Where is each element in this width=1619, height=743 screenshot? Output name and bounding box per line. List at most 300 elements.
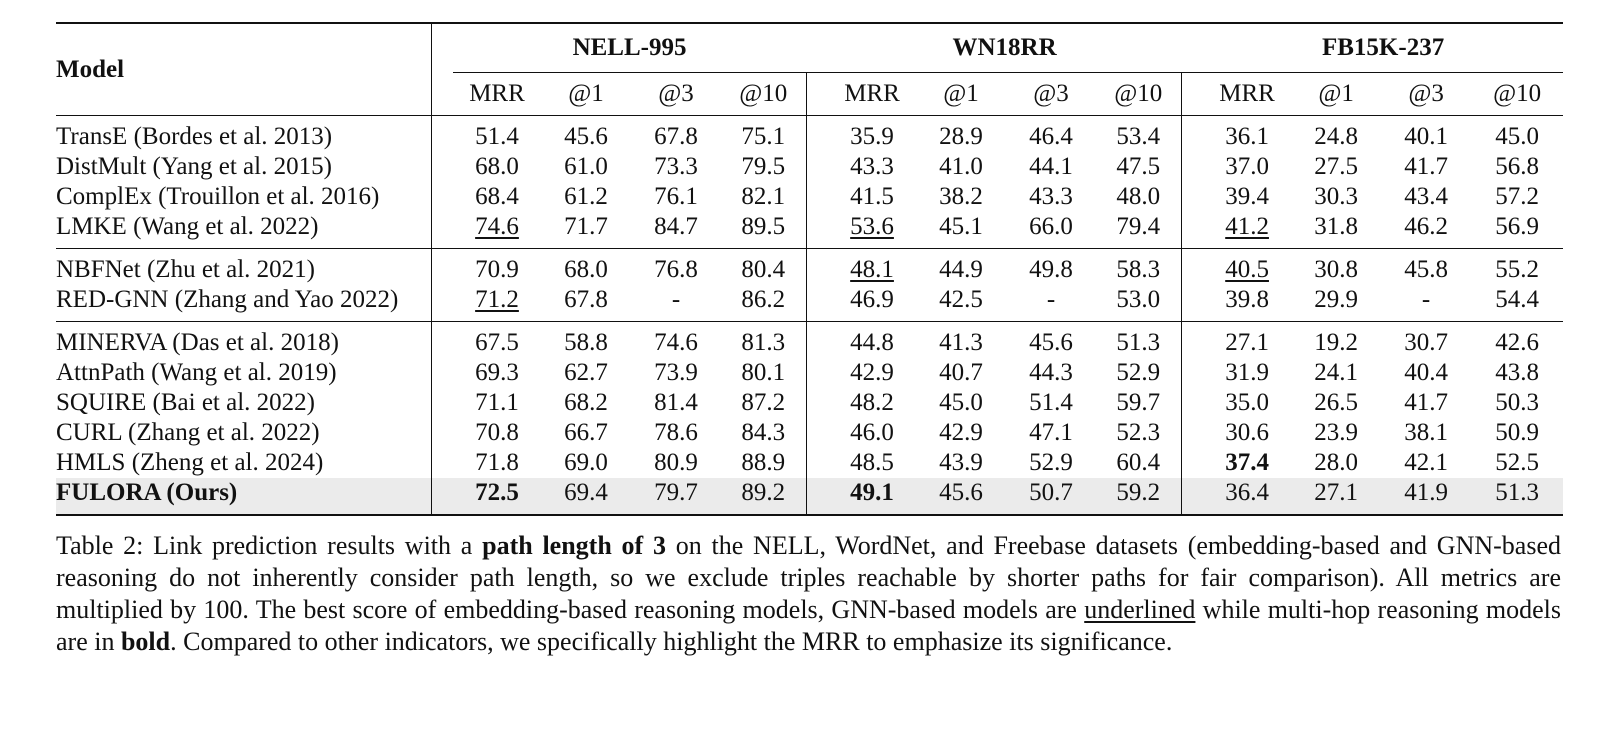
cell-value: 37.0	[1225, 153, 1269, 180]
table-cell	[1096, 478, 1181, 515]
dataset-header-wn18rr: WN18RR	[828, 23, 1181, 73]
table-cell	[1291, 478, 1381, 515]
table-cell	[828, 116, 916, 153]
table-cell	[541, 358, 631, 388]
cell-value: 68.0	[475, 153, 519, 180]
table-cell	[1006, 358, 1096, 388]
cell-value: 40.7	[939, 359, 983, 386]
cell-value: 51.3	[1116, 329, 1161, 356]
cell-value: -	[671, 286, 681, 313]
table-cell	[1203, 116, 1291, 153]
cell-value: 81.4	[654, 389, 698, 416]
cell-value: 39.8	[1225, 286, 1269, 313]
cell-value: 54.4	[1495, 286, 1539, 313]
cell-value: 80.1	[741, 359, 786, 386]
cell-value: 43.3	[850, 153, 894, 180]
cell-value: 78.6	[654, 419, 698, 446]
table-cell	[916, 478, 1006, 515]
cell-value: 44.3	[1029, 359, 1073, 386]
cell-value: 45.1	[939, 213, 983, 240]
cell-value: 79.5	[741, 153, 786, 180]
metric-header-fb15k-2: @3	[1381, 73, 1471, 116]
cell-value: 41.0	[939, 153, 983, 180]
cell-value: 46.9	[850, 286, 894, 313]
table-cell	[453, 358, 541, 388]
table-row	[56, 116, 1563, 153]
cell-value: 69.3	[475, 359, 519, 386]
table-cell	[1096, 388, 1181, 418]
table-cell	[1471, 212, 1563, 249]
cell-value: 84.3	[741, 419, 786, 446]
cell-value: 71.8	[475, 449, 519, 476]
table-cell	[1471, 478, 1563, 515]
table-cell	[1381, 116, 1471, 153]
caption-bold-word: bold	[120, 627, 171, 656]
cell-value: 88.9	[741, 449, 786, 476]
table-cell	[631, 182, 721, 212]
cell-value: 41.3	[939, 329, 983, 356]
cell-value: 75.1	[741, 123, 786, 150]
table-cell	[541, 249, 631, 286]
table-cell	[1381, 249, 1471, 286]
table-cell	[453, 478, 541, 515]
cell-value: 87.2	[741, 389, 786, 416]
table-cell	[1381, 152, 1471, 182]
table-cell	[453, 285, 541, 322]
cell-value: 42.9	[939, 419, 983, 446]
table-row	[56, 448, 1563, 478]
table-cell	[1006, 448, 1096, 478]
cell-value: 68.2	[564, 389, 608, 416]
table-cell	[828, 249, 916, 286]
cell-value: 45.0	[939, 389, 983, 416]
cell-value: 53.4	[1116, 123, 1161, 150]
table-cell	[541, 152, 631, 182]
cell-value: 48.5	[850, 449, 894, 476]
caption-text-3: while multi-hop reasoning models are in	[56, 595, 1561, 656]
cell-value: 30.6	[1225, 419, 1269, 446]
table-cell	[541, 448, 631, 478]
table-cell	[453, 152, 541, 182]
cell-value: 36.4	[1225, 479, 1269, 506]
cell-value: 61.0	[564, 153, 608, 180]
cell-value: 40.4	[1404, 359, 1448, 386]
table-cell	[1096, 418, 1181, 448]
table-cell	[1096, 116, 1181, 153]
cell-value: 41.7	[1404, 153, 1448, 180]
table-cell	[1096, 285, 1181, 322]
table-cell	[916, 285, 1006, 322]
table-cell	[916, 322, 1006, 359]
cell-value: 42.1	[1404, 449, 1448, 476]
model-name: AttnPath (Wang et al. 2019)	[56, 359, 337, 386]
table-cell	[1096, 182, 1181, 212]
cell-value: 28.0	[1314, 449, 1358, 476]
table-cell	[1471, 418, 1563, 448]
cell-value: 42.9	[850, 359, 894, 386]
table-cell	[828, 322, 916, 359]
cell-value: 44.8	[850, 329, 894, 356]
cell-value: 66.7	[564, 419, 608, 446]
cell-value: 43.9	[939, 449, 983, 476]
table-cell	[828, 182, 916, 212]
table-cell	[1006, 152, 1096, 182]
table-cell	[1291, 358, 1381, 388]
cell-value: 84.7	[654, 213, 698, 240]
table-cell	[1381, 322, 1471, 359]
table-cell	[1291, 212, 1381, 249]
table-cell	[828, 212, 916, 249]
cell-value: 51.4	[475, 123, 519, 150]
cell-value: 50.9	[1495, 419, 1539, 446]
cell-value: 71.2	[475, 286, 519, 313]
table-cell	[721, 358, 806, 388]
table-cell	[1006, 388, 1096, 418]
table-cell	[1096, 152, 1181, 182]
model-name: HMLS (Zheng et al. 2024)	[56, 449, 324, 476]
table-cell	[916, 448, 1006, 478]
table-cell	[1471, 448, 1563, 478]
cell-value: 71.7	[564, 213, 608, 240]
table-cell	[916, 152, 1006, 182]
cell-value: 48.0	[1116, 183, 1161, 210]
cell-value: 70.9	[475, 256, 519, 283]
table-cell	[541, 285, 631, 322]
cell-value: 52.9	[1029, 449, 1073, 476]
cell-value: 45.0	[1495, 123, 1539, 150]
table-cell	[1203, 388, 1291, 418]
cell-value: 42.5	[939, 286, 983, 313]
cell-value: 46.4	[1029, 123, 1073, 150]
cell-value: 89.5	[741, 213, 786, 240]
cell-value: 49.8	[1029, 256, 1073, 283]
cell-value: 31.8	[1314, 213, 1358, 240]
table-cell	[1203, 212, 1291, 249]
cell-value: 45.8	[1404, 256, 1448, 283]
cell-value: 41.2	[1225, 213, 1269, 240]
table-cell	[631, 212, 721, 249]
cell-value: 67.8	[654, 123, 698, 150]
table-cell	[1471, 322, 1563, 359]
cell-value: 81.3	[741, 329, 786, 356]
cell-value: -	[1421, 286, 1431, 313]
table-caption	[56, 530, 1561, 658]
cell-value: 43.4	[1404, 183, 1448, 210]
table-cell	[916, 388, 1006, 418]
cell-value: 67.8	[564, 286, 608, 313]
cell-value: 43.8	[1495, 359, 1539, 386]
cell-value: 52.9	[1116, 359, 1161, 386]
cell-value: 50.3	[1495, 389, 1539, 416]
model-column-header: Model	[56, 23, 431, 116]
cell-value: 46.0	[850, 419, 894, 446]
cell-value: 56.8	[1495, 153, 1539, 180]
table-cell	[631, 418, 721, 448]
cell-value: 30.3	[1314, 183, 1358, 210]
table-cell	[1291, 182, 1381, 212]
table-row	[56, 152, 1563, 182]
cell-value: 35.0	[1225, 389, 1269, 416]
table-cell	[1471, 388, 1563, 418]
cell-value: 56.9	[1495, 213, 1539, 240]
table-cell	[916, 212, 1006, 249]
cell-value: 24.1	[1314, 359, 1358, 386]
cell-value: 37.4	[1225, 449, 1269, 476]
cell-value: 45.6	[939, 479, 983, 506]
table-cell	[1381, 478, 1471, 515]
cell-value: 45.6	[564, 123, 608, 150]
table-cell	[1291, 249, 1381, 286]
table-cell	[541, 182, 631, 212]
results-table-container	[56, 22, 1561, 516]
caption-underlined-word: underlined	[1084, 595, 1196, 624]
cell-value: 24.8	[1314, 123, 1358, 150]
table-cell	[1381, 388, 1471, 418]
cell-value: 38.2	[939, 183, 983, 210]
model-name: RED-GNN (Zhang and Yao 2022)	[56, 286, 399, 313]
table-cell	[1291, 388, 1381, 418]
cell-value: 27.1	[1314, 479, 1358, 506]
table-cell	[1471, 358, 1563, 388]
table-cell	[828, 388, 916, 418]
cell-value: 48.2	[850, 389, 894, 416]
table-row	[56, 212, 1563, 249]
cell-value: 53.0	[1116, 286, 1161, 313]
cell-value: 67.5	[475, 329, 519, 356]
table-cell	[1006, 285, 1096, 322]
caption-text-2: on the NELL, WordNet, and Freebase datasets (embedding-based and GNN-based reasoning do not inherently consider path length, so we exclude triples reachable by shorter paths for fair comparison). All metrics are multiplied by 100. The best score of embedding-based reasoning models, GNN-based models are	[56, 531, 1561, 624]
table-cell	[453, 212, 541, 249]
cell-value: 74.6	[654, 329, 698, 356]
metric-header-nell-3: @10	[721, 73, 806, 116]
cell-value: 23.9	[1314, 419, 1358, 446]
table-cell	[1006, 418, 1096, 448]
table-cell	[916, 116, 1006, 153]
table-cell	[1006, 322, 1096, 359]
table-cell	[453, 182, 541, 212]
cell-value: 47.1	[1029, 419, 1073, 446]
cell-value: 29.9	[1314, 286, 1358, 313]
cell-value: 48.1	[850, 256, 894, 283]
table-cell	[1291, 448, 1381, 478]
model-name: TransE (Bordes et al. 2013)	[56, 123, 333, 150]
model-name: NBFNet (Zhu et al. 2021)	[56, 249, 431, 286]
table-cell	[631, 152, 721, 182]
table-cell	[828, 418, 916, 448]
table-cell	[721, 448, 806, 478]
model-name: CURL (Zhang et al. 2022)	[56, 419, 320, 446]
table-cell	[721, 212, 806, 249]
dataset-header-nell: NELL-995	[453, 23, 806, 73]
cell-value: 52.3	[1116, 419, 1161, 446]
cell-value: 50.7	[1029, 479, 1073, 506]
table-cell	[828, 478, 916, 515]
table-cell	[1006, 212, 1096, 249]
table-cell	[631, 116, 721, 153]
model-name: MINERVA (Das et al. 2018)	[56, 322, 431, 359]
cell-value: 42.6	[1495, 329, 1539, 356]
cell-value: 47.5	[1116, 153, 1161, 180]
table-cell	[721, 152, 806, 182]
cell-value: 70.8	[475, 419, 519, 446]
table-cell	[541, 322, 631, 359]
table-cell	[1471, 182, 1563, 212]
table-cell	[1381, 358, 1471, 388]
table-cell	[1471, 116, 1563, 153]
cell-value: 26.5	[1314, 389, 1358, 416]
table-cell	[1381, 182, 1471, 212]
cell-value: 68.0	[564, 256, 608, 283]
table-cell	[1203, 322, 1291, 359]
table-cell	[1006, 249, 1096, 286]
model-name: SQUIRE (Bai et al. 2022)	[56, 389, 315, 416]
cell-value: 69.0	[564, 449, 608, 476]
table-cell	[1096, 249, 1181, 286]
table-row	[56, 249, 1563, 286]
table-cell	[631, 448, 721, 478]
table-cell	[1203, 152, 1291, 182]
cell-value: 28.9	[939, 123, 983, 150]
table-cell	[916, 418, 1006, 448]
table-cell	[1291, 152, 1381, 182]
table-cell	[1006, 478, 1096, 515]
table-cell	[453, 322, 541, 359]
cell-value: 74.6	[475, 213, 519, 240]
cell-value: 41.5	[850, 183, 894, 210]
dataset-header-fb15k: FB15K-237	[1203, 23, 1563, 73]
cell-value: 72.5	[475, 479, 519, 506]
metric-header-wn18rr-1: @1	[916, 73, 1006, 116]
table-cell	[828, 358, 916, 388]
metric-header-wn18rr-2: @3	[1006, 73, 1096, 116]
cell-value: 66.0	[1029, 213, 1073, 240]
cell-value: 60.4	[1116, 449, 1161, 476]
metric-header-fb15k-0: MRR	[1203, 73, 1291, 116]
table-cell	[721, 388, 806, 418]
table-cell	[631, 285, 721, 322]
cell-value: 30.8	[1314, 256, 1358, 283]
cell-value: 73.3	[654, 153, 698, 180]
cell-value: 86.2	[741, 286, 786, 313]
table-cell	[1291, 285, 1381, 322]
table-cell	[541, 418, 631, 448]
table-cell	[541, 116, 631, 153]
metric-header-wn18rr-0: MRR	[828, 73, 916, 116]
table-row	[56, 182, 1563, 212]
table-cell	[1381, 418, 1471, 448]
table-cell	[721, 322, 806, 359]
cell-value: 73.9	[654, 359, 698, 386]
cell-value: 27.5	[1314, 153, 1358, 180]
cell-value: 27.1	[1225, 329, 1269, 356]
table-cell	[721, 285, 806, 322]
metric-header-nell-2: @3	[631, 73, 721, 116]
cell-value: 68.4	[475, 183, 519, 210]
cell-value: 80.4	[741, 256, 786, 283]
results-table	[56, 22, 1563, 516]
table-cell	[1203, 285, 1291, 322]
cell-value: 49.1	[850, 479, 894, 506]
table-cell	[1096, 322, 1181, 359]
cell-value: 55.2	[1495, 256, 1539, 283]
cell-value: 52.5	[1495, 449, 1539, 476]
table-cell	[631, 388, 721, 418]
cell-value: 79.7	[654, 479, 698, 506]
table-cell	[916, 182, 1006, 212]
cell-value: 19.2	[1314, 329, 1358, 356]
table-cell	[1203, 358, 1291, 388]
table-row	[56, 322, 1563, 359]
cell-value: 51.4	[1029, 389, 1073, 416]
table-cell	[1096, 448, 1181, 478]
cell-value: 79.4	[1116, 213, 1161, 240]
table-cell	[453, 388, 541, 418]
table-cell	[453, 448, 541, 478]
table-cell	[1381, 285, 1471, 322]
model-name: LMKE (Wang et al. 2022)	[56, 213, 319, 240]
table-cell	[1381, 448, 1471, 478]
table-cell	[541, 212, 631, 249]
cell-value: 61.2	[564, 183, 608, 210]
cell-value: 43.3	[1029, 183, 1073, 210]
table-row	[56, 418, 1563, 448]
cell-value: 59.2	[1116, 479, 1161, 506]
cell-value: 39.4	[1225, 183, 1269, 210]
table-cell	[1471, 249, 1563, 286]
cell-value: 59.7	[1116, 389, 1161, 416]
cell-value: 40.1	[1404, 123, 1448, 150]
cell-value: 69.4	[564, 479, 608, 506]
table-cell	[1291, 116, 1381, 153]
metric-header-nell-0: MRR	[453, 73, 541, 116]
table-cell	[1203, 478, 1291, 515]
table-cell	[1203, 448, 1291, 478]
table-cell	[631, 358, 721, 388]
table-cell	[721, 116, 806, 153]
table-cell	[1291, 322, 1381, 359]
cell-value: 71.1	[475, 389, 519, 416]
cell-value: 58.8	[564, 329, 608, 356]
cell-value: 80.9	[654, 449, 698, 476]
cell-value: 35.9	[850, 123, 894, 150]
table-row	[56, 478, 1563, 515]
cell-value: 41.7	[1404, 389, 1448, 416]
table-cell	[1203, 418, 1291, 448]
caption-bold-path-length: path length of 3	[482, 531, 666, 560]
table-cell	[828, 285, 916, 322]
table-cell	[1006, 116, 1096, 153]
table-cell	[453, 249, 541, 286]
cell-value: 30.7	[1404, 329, 1448, 356]
cell-value: 36.1	[1225, 123, 1269, 150]
cell-value: 44.1	[1029, 153, 1073, 180]
table-cell	[631, 478, 721, 515]
table-cell	[541, 388, 631, 418]
table-cell	[1203, 182, 1291, 212]
table-cell	[631, 322, 721, 359]
cell-value: 51.3	[1495, 479, 1539, 506]
cell-value: 58.3	[1116, 256, 1161, 283]
table-cell	[1006, 182, 1096, 212]
caption-text-1: Table 2: Link prediction results with a	[56, 531, 483, 560]
cell-value: 38.1	[1404, 419, 1448, 446]
table-cell	[916, 249, 1006, 286]
metric-header-nell-1: @1	[541, 73, 631, 116]
results-table-body	[56, 116, 1563, 516]
table-cell	[828, 448, 916, 478]
cell-value: 57.2	[1495, 183, 1539, 210]
table-cell	[721, 478, 806, 515]
